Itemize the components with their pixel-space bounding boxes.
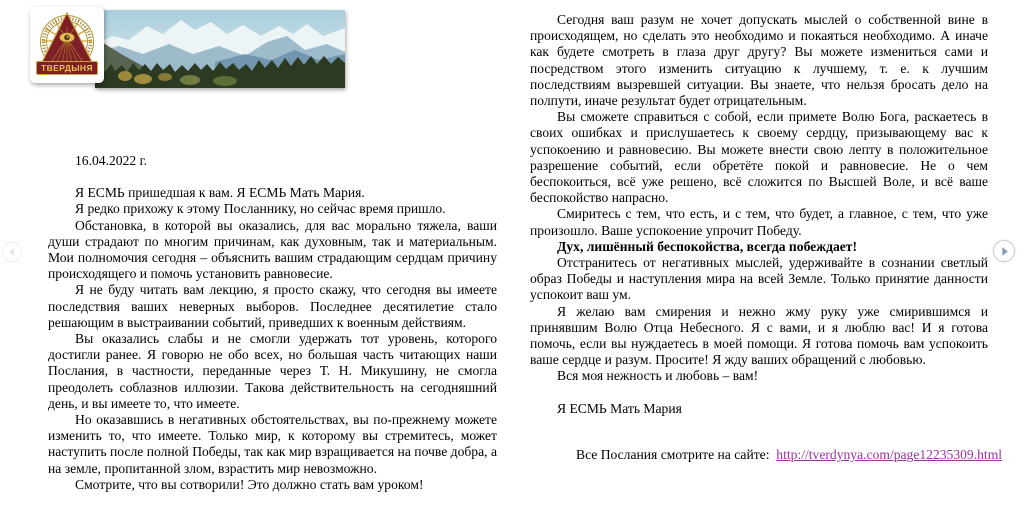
logo-banner [37, 62, 98, 75]
eye-icon [60, 33, 75, 43]
paragraph: Обстановка, в которой вы оказались, для вас морально тяжела, ваши души страдают по многим причинам, как духовным, так и материальным. Мои полномочия сегодня – объяснить вашим страдающим сердцам причину происходящего и помочь установить равновесие. [48, 217, 497, 282]
chevron-right-icon [999, 246, 1010, 257]
paragraph: Смотрите, что вы сотворили! Это должно стать вам уроком! [75, 476, 424, 492]
paragraph: Смиритесь с тем, что есть, и с тем, что будет, а главное, с тем, что уже произошло. Ваше успокоение упрочит Победу. [530, 206, 988, 238]
paragraph: Но оказавшись в негативных обстоятельствах, вы по-прежнему можете изменить то, что имеете. Только мир, к которому вы стремитесь, может наступить после полной Победы, так как мир взращивается на почве добра, а на земле, пропитанной злом, взрастить мир невозможно. [48, 412, 497, 476]
paragraph: Дух, лишённый беспокойства, всегда побеждает! [557, 238, 857, 254]
paragraph: Вся моя нежность и любовь – вам! [557, 368, 759, 384]
paragraph: Вы сможете справиться с собой, если примете Волю Бога, раскаетесь в своих ошибках и прислушаетесь к своему сердцу, призывающему вас к успокоению и равновесию. Вы можете внести свою лепту в положительное разрешение событий, если обретёте покой и равновесие. Не о чем беспокоиться, всё уже решено, всё сложится по Высшей Воле, и всё ваше беспокойство напрасно. [530, 109, 988, 206]
paragraph: Я ЕСМЬ пришедшая к вам. Я ЕСМЬ Мать Мария. [75, 185, 365, 201]
mountain-photo-image [95, 10, 345, 88]
prev-page-button[interactable] [2, 242, 22, 262]
paragraph: Сегодня ваш разум не хочет допускать мыслей о собственной вине в происходящем, но сделать это необходимо и покаяться необходимо. А иначе как будете смотреть в глаза друг другу? Вы можете измениться сами и посредством этого изменить ситуацию к лучшему, т. е. к лучшим последствиям вызревшей ситуации. Вы знаете, что нельзя бросать дело на полпути, иначе результат будет отрицательным. [530, 12, 988, 109]
paragraph: Вы оказались слабы и не смогли удержать тот уровень, которого достигли ранее. Я говорю не обо всех, но большая часть читающих наши Послания, в частности, переданные через Т. Н. Микушину, не смогла преодолеть соблазнов иллюзии. Такова действительность на сегодняшний день, и вы имеете то, что имеете. [48, 331, 497, 411]
footer-line [530, 447, 1003, 463]
paragraph: Я желаю вам смирения и нежно жму руку уже смирившимся и принявшим Волю Отца Небесного. Я с вами, и я люблю вас! И я готова помочь, если вы нуждаетесь в моей помощи. Я готова помочь вам успокоить ваше сердце и разум. Просите! Я жду ваших обращений с любовью. [530, 303, 988, 368]
left-column-paragraphs [48, 185, 497, 493]
next-page-button[interactable] [993, 240, 1015, 262]
tverdynya-emblem-icon [30, 7, 104, 83]
site-link[interactable]: http://tverdynya.com/page12235309.html [776, 447, 1003, 463]
right-column-paragraphs [530, 12, 988, 385]
tverdynya-logo [30, 7, 104, 83]
paragraph: Я не буду читать вам лекцию, я просто скажу, что сегодня вы имеете последствия ваших неверных выборов. Последнее десятилетие стало решающим в выстраивании событий, приведших к военным действиям. [48, 282, 497, 330]
message-date: 16.04.2022 г. [75, 153, 148, 168]
signature: Я ЕСМЬ Мать Мария [557, 400, 682, 416]
right-column [530, 12, 1003, 463]
footer-label: Все Послания смотрите на сайте: [576, 447, 770, 463]
paragraph: Я редко прихожу к этому Посланнику, но сейчас время пришло. [75, 201, 446, 217]
mountain-photo [95, 10, 345, 88]
chevron-left-icon [7, 247, 17, 257]
paragraph: Отстранитесь от негативных мыслей, удерживайте в сознании светлый образ Победы и наступления мира на всей Земле. Только принятие данности успокоит ваш ум. [530, 255, 988, 303]
logo-banner-text: ТВЕРДЫНЯ [41, 63, 93, 73]
left-column [48, 153, 497, 493]
